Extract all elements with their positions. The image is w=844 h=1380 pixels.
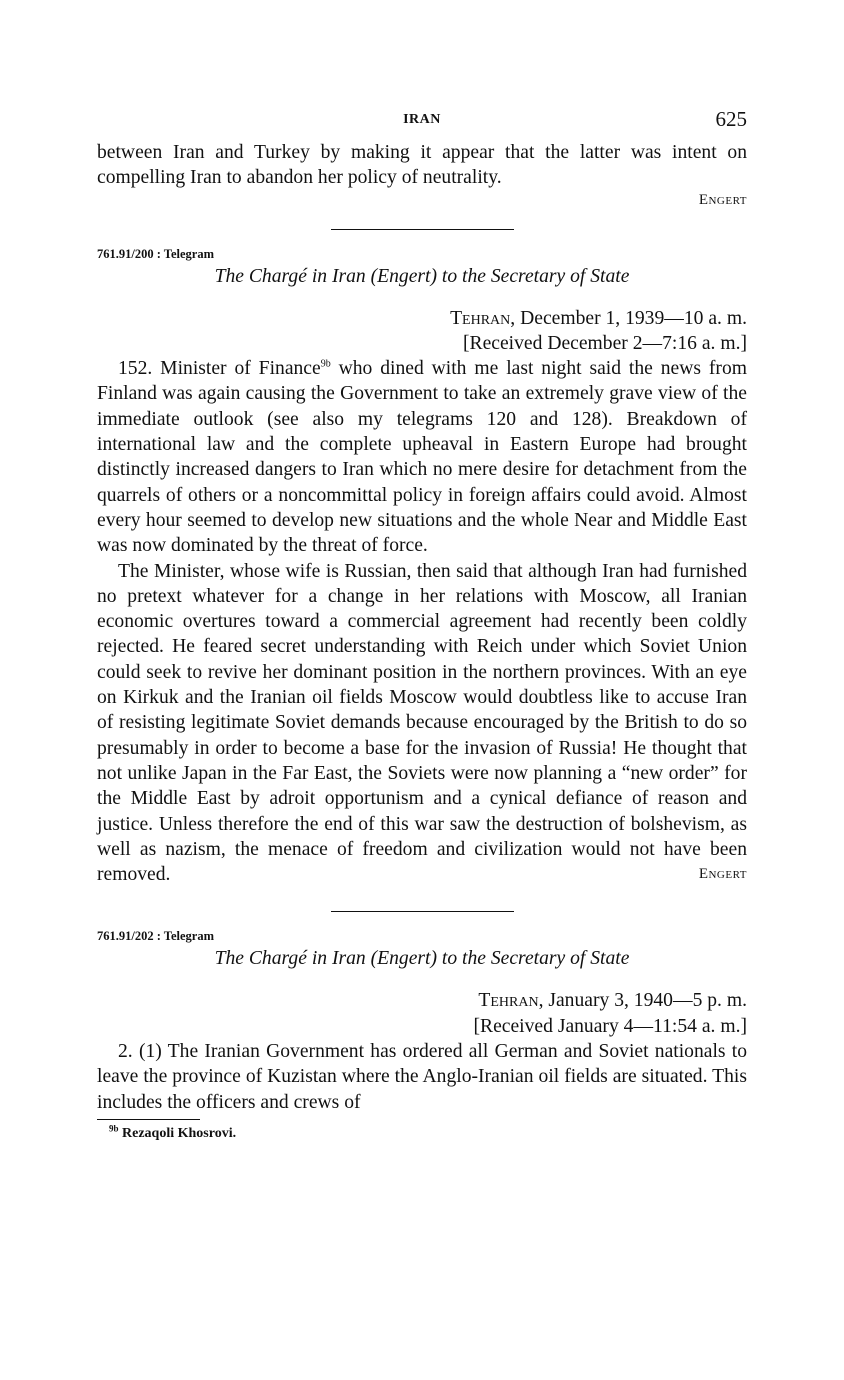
dateline <box>97 988 747 1013</box>
received-line: [Received January 4—11:54 a. m.] <box>473 1015 747 1037</box>
paragraph-text: 152. Minister of Finance <box>118 358 321 380</box>
document-title: The Chargé in Iran (Engert) to the Secretary of State <box>214 265 630 287</box>
paragraph-text: The Minister, whose wife is Russian, then said that although Iran had furnished no pretext whatever for a change in her relations with Moscow, all Iranian economic overtures toward a commercial agreement had recently been coldly rejected. He feared secret understanding with Reich under which Soviet Union could seek to revive her dominant position in the northern provinces. With an eye on Kirkuk and the Iranian oil fields Moscow would doubtless like to accuse Iran of resisting legitimate Soviet demands because encouraged by the British to do so presumably in order to become a base for the invasion of Russia! He thought that not unlike Japan in the Far East, the Soviets were now planning a “new order” for the Middle East by adroit opportunism and a cynical defiance of reason and justice. Unless therefore the end of this war saw the destruction of bolshevism, as well as nazism, the menace of freedom and civilization would not have been removed. <box>97 560 747 886</box>
document-page <box>97 100 747 1142</box>
footnote <box>97 1123 747 1142</box>
continuation-paragraph: between Iran and Turkey by making it appear that the latter was intent on compelling Iran to abandon her policy of neutrality. <box>97 142 747 189</box>
file-number: 761.91/200 : Telegram <box>97 246 215 261</box>
document-title: The Chargé in Iran (Engert) to the Secretary of State <box>214 948 630 970</box>
footnote-reference: 9b <box>320 358 331 370</box>
section-divider <box>331 911 514 912</box>
footnote-marker: 9b <box>109 1123 119 1134</box>
signature: Engert <box>698 866 747 883</box>
dateline-date: , December 1, 1939—10 a. m. <box>510 307 747 329</box>
body-paragraph <box>97 559 747 888</box>
dateline-date: , January 3, 1940—5 p. m. <box>538 990 747 1012</box>
received-line: [Received December 2—7:16 a. m.] <box>463 332 747 354</box>
running-head <box>97 100 747 140</box>
page-number: 625 <box>715 107 747 131</box>
signature: Engert <box>698 191 747 208</box>
dateline-place: Tehran <box>478 990 539 1012</box>
running-title: IRAN <box>403 112 441 127</box>
footnote-divider <box>97 1119 200 1120</box>
file-number: 761.91/202 : Telegram <box>97 929 215 944</box>
dateline-place: Tehran <box>450 307 511 329</box>
section-divider <box>331 229 514 230</box>
body-paragraph: 2. (1) The Iranian Government has ordered all German and Soviet nationals to leave the province of Kuzistan where the Anglo-Iranian oil fields are situated. This includes the officers and crews of <box>97 1041 747 1113</box>
dateline <box>97 306 747 331</box>
paragraph-text: who dined with me last night said the news from Finland was again causing the Government to take an extremely grave view of the immediate outlook (see also my telegrams 120 and 128). Breakdown of international law and the complete upheaval in Eastern Europe had brought distinctly increased dangers to Iran which no mere desire for detachment from the quarrels of others or a noncommittal policy in foreign affairs could avoid. Almost every hour seemed to develop new situations and the whole Near and Middle East was now dominated by the threat of force. <box>97 358 747 557</box>
footnote-text: Rezaqoli Khosrovi. <box>122 1125 237 1141</box>
body-paragraph <box>97 356 747 558</box>
